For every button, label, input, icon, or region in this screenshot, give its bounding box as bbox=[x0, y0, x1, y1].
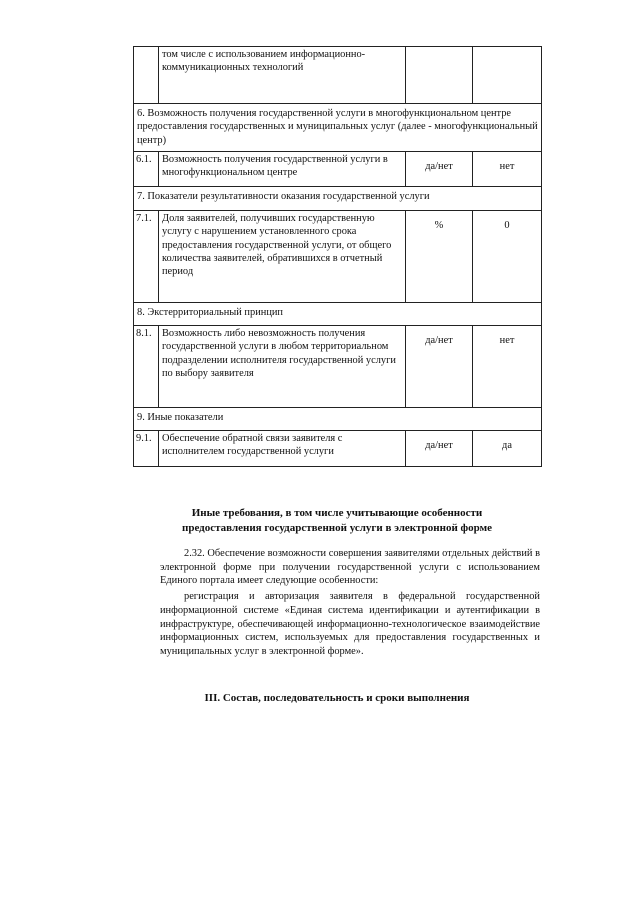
row-text-cell: Возможность получения государственной услуги в многофункциональном центре bbox=[159, 152, 406, 187]
heading-line-1: Иные требования, в том числе учитывающие особенности bbox=[191, 507, 483, 519]
row-number-cell: 8.1. bbox=[134, 326, 159, 408]
paragraph-registration: регистрация и авторизация заявителя в федеральной государственной информационной системе «Единая система идентификации и аутентификации в инфраструктуре, обеспечивающей информационно-технологическое взаимодействие информационных систем, используемых для предоставления государственных и муниципальных услуг в электронной форме». bbox=[160, 591, 540, 658]
row-value-cell bbox=[473, 47, 542, 104]
row-number-cell: 7.1. bbox=[134, 211, 159, 303]
row-number-cell bbox=[134, 47, 159, 104]
row-unit-cell: да/нет bbox=[406, 326, 473, 408]
body-text bbox=[160, 547, 540, 659]
row-value-cell: нет bbox=[473, 326, 542, 408]
table-row bbox=[134, 211, 542, 303]
section-heading bbox=[133, 506, 541, 536]
indicators-table bbox=[133, 46, 542, 467]
section-heading-cell: 9. Иные показатели bbox=[134, 408, 542, 431]
row-text-cell: Доля заявителей, получивших государственную услугу с нарушением установленного срока предоставления государственной услуги, от общего количества заявителей, обратившихся в отчетный период bbox=[159, 211, 406, 303]
row-text-cell: Обеспечение обратной связи заявителя с исполнителем государственной услуги bbox=[159, 431, 406, 467]
row-number-cell: 9.1. bbox=[134, 431, 159, 467]
section-row bbox=[134, 104, 542, 152]
chapter-heading: III. Состав, последовательность и сроки выполнения bbox=[204, 692, 470, 704]
section-heading-cell: 7. Показатели результативности оказания государственной услуги bbox=[134, 187, 542, 211]
row-text-cell: том числе с использованием информационно-коммуникационных технологий bbox=[159, 47, 406, 104]
section-heading-cell: 6. Возможность получения государственной услуги в многофункциональном центре предоставления государственных и муниципальных услуг (далее - многофункциональный центр) bbox=[134, 104, 542, 152]
row-unit-cell: да/нет bbox=[406, 152, 473, 187]
section-row bbox=[134, 187, 542, 211]
row-unit-cell: % bbox=[406, 211, 473, 303]
table-row bbox=[134, 431, 542, 467]
row-unit-cell bbox=[406, 47, 473, 104]
section-heading-cell: 8. Экстерриториальный принцип bbox=[134, 303, 542, 326]
section-row bbox=[134, 408, 542, 431]
paragraph-2-32: 2.32. Обеспечение возможности совершения заявителями отдельных действий в электронной форме при получении государственной услуги с использованием Единого портала имеет следующие особенности: bbox=[160, 548, 540, 587]
row-value-cell: нет bbox=[473, 152, 542, 187]
table-row bbox=[134, 152, 542, 187]
row-text-cell: Возможность либо невозможность получения государственной услуги в любом территориальном подразделении исполнителя государственной услуги по выбору заявителя bbox=[159, 326, 406, 408]
table-row bbox=[134, 47, 542, 104]
heading-line-2: предоставления государственной услуги в электронной форме bbox=[181, 521, 492, 534]
section-row bbox=[134, 303, 542, 326]
row-number-cell: 6.1. bbox=[134, 152, 159, 187]
table-row bbox=[134, 326, 542, 408]
row-value-cell: 0 bbox=[473, 211, 542, 303]
row-value-cell: да bbox=[473, 431, 542, 467]
row-unit-cell: да/нет bbox=[406, 431, 473, 467]
